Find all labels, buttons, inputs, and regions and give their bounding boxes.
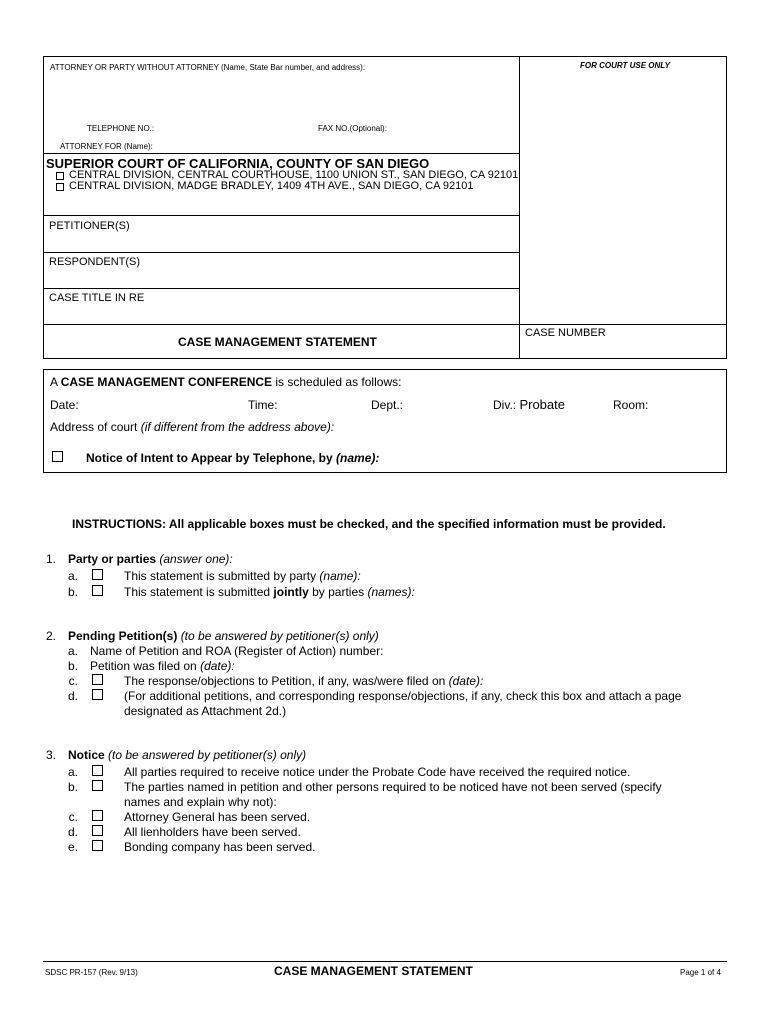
section-3c-checkbox[interactable] (92, 810, 103, 821)
dept-label: Dept.: (371, 398, 404, 412)
section-1-title: Party or parties (answer one): (68, 552, 233, 566)
section-1a-text: This statement is submitted by party (name): (124, 569, 361, 583)
section-3c-text: Attorney General has been served. (124, 810, 311, 824)
fax-label: FAX NO.(Optional): (318, 124, 387, 133)
section-3b-checkbox[interactable] (92, 780, 103, 791)
room-label: Room: (613, 398, 649, 412)
address-label: Address of court (if different from the address above): (50, 420, 335, 434)
section-3d-checkbox[interactable] (92, 825, 103, 836)
caption-box (43, 56, 727, 359)
telephone-notice-label: Notice of Intent to Appear by Telephone, by (name): (86, 451, 380, 465)
section-2-number: 2. (45, 629, 56, 643)
section-2a-text: Name of Petition and ROA (Register of Action) number: (90, 644, 384, 658)
instructions: INSTRUCTIONS: All applicable boxes must be checked, and the specified information must be provided. (72, 517, 666, 531)
section-2c-text: The response/objections to Petition, if any, was/were filed on (date): (124, 674, 484, 688)
attorney-for-label: ATTORNEY FOR (Name): (60, 142, 153, 151)
time-label: Time: (248, 398, 278, 412)
section-2d-text-1: (For additional petitions, and corresponding response/objections, if any, check this box and attach a page (124, 689, 682, 703)
respondents-label: RESPONDENT(S) (49, 256, 141, 268)
section-3e-checkbox[interactable] (92, 840, 103, 851)
section-3-number: 3. (45, 748, 56, 762)
section-1b-text: This statement is submitted jointly by parties (names): (124, 585, 415, 599)
section-3-title: Notice (to be answered by petitioner(s) only) (68, 748, 307, 762)
attorney-label: ATTORNEY OR PARTY WITHOUT ATTORNEY (Name, State Bar number, and address): (50, 63, 366, 72)
footer-page: Page 1 of 4 (680, 968, 721, 977)
section-3b-text-2: names and explain why not): (124, 795, 277, 809)
section-3a-text: All parties required to receive notice under the Probate Code have received the required notice. (124, 765, 631, 779)
section-2d-checkbox[interactable] (92, 689, 103, 700)
petitioners-label: PETITIONER(S) (49, 220, 130, 232)
form-title: CASE MANAGEMENT STATEMENT (178, 335, 377, 349)
court-use-label: FOR COURT USE ONLY (580, 61, 670, 70)
footer-form-id: SDSC PR-157 (Rev. 9/13) (45, 968, 138, 977)
division-2-label: CENTRAL DIVISION, MADGE BRADLEY, 1409 4TH AVE., SAN DIEGO, CA 92101 (69, 180, 474, 192)
caption-divider (519, 56, 520, 359)
division-1-label: CENTRAL DIVISION, CENTRAL COURTHOUSE, 1100 UNION ST., SAN DIEGO, CA 92101 (69, 169, 519, 181)
section-1-number: 1. (45, 552, 56, 566)
section-2b-text: Petition was filed on (date): (90, 659, 235, 673)
section-1b-checkbox[interactable] (92, 585, 103, 596)
conference-intro: A CASE MANAGEMENT CONFERENCE is scheduled as follows: (50, 375, 402, 389)
div-value: Probate (519, 397, 565, 412)
division-1-checkbox[interactable] (56, 172, 64, 180)
section-2c-checkbox[interactable] (92, 674, 103, 685)
section-3b-text-1: The parties named in petition and other persons required to be noticed have not been served (specify (124, 780, 662, 794)
div-label: Div.: Probate (493, 397, 565, 412)
section-3d-text: All lienholders have been served. (124, 825, 301, 839)
court-name: SUPERIOR COURT OF CALIFORNIA, COUNTY OF SAN DIEGO (46, 156, 430, 171)
section-2-title: Pending Petition(s) (to be answered by petitioner(s) only) (68, 629, 379, 643)
footer-rule (43, 961, 727, 962)
telephone-notice-checkbox[interactable] (52, 451, 63, 462)
footer-title: CASE MANAGEMENT STATEMENT (274, 964, 473, 978)
section-2d-text-2: designated as Attachment 2d.) (124, 704, 287, 718)
case-title-label: CASE TITLE IN RE (49, 292, 145, 304)
case-number-label: CASE NUMBER (525, 327, 606, 339)
division-2-checkbox[interactable] (56, 183, 64, 191)
section-3a-checkbox[interactable] (92, 765, 103, 776)
telephone-label: TELEPHONE NO.: (87, 124, 155, 133)
date-label: Date: (50, 398, 79, 412)
section-1a-checkbox[interactable] (92, 569, 103, 580)
section-3e-text: Bonding company has been served. (124, 840, 316, 854)
